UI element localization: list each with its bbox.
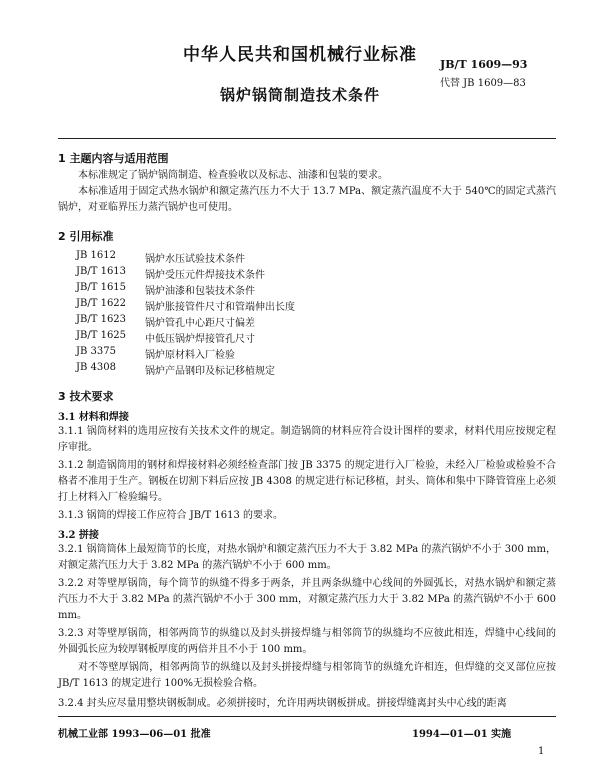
standard-code: JB/T 1609—93 [440,58,528,71]
reference-title: 中低压锅炉焊接管孔尺寸 [145,334,255,345]
header-divider [58,138,556,139]
clause-3-1-1: 3.1.1 锅筒材料的选用应按有关技术文件的规定。制造锅筒的材料应符合设计图样的要求，材料代用应按规定程序审批。 [58,426,556,453]
reference-code: JB/T 1615 [76,282,127,293]
reference-title: 锅炉胀接管件尺寸和管端伸出长度 [145,302,295,313]
reference-code: JB 3375 [76,346,116,357]
reference-title: 锅炉原材料入厂检验 [145,350,235,361]
section-3-heading: 3 技术要求 [58,390,114,403]
section-1-heading: 1 主题内容与适用范围 [58,152,169,165]
subsection-3-1-heading: 3.1 材料和焊接 [58,412,129,423]
page-number: 1 [538,746,545,757]
clause-3-2-3: 3.2.3 对等壁厚锅筒，相邻两筒节的纵缝以及封头拼接焊缝与相邻筒节的纵缝均不应彼此相连，焊缝中心线间的外圆弧长应为较厚钢板厚度的两倍并且不小于 100 mm。 [58,628,556,655]
approval-date: 机械工业部 1993—06—01 批准 [58,729,211,740]
document-title: 锅炉锅筒制造技术条件 [219,86,380,104]
clause-3-1-3: 3.1.3 锅筒的焊接工作应符合 JB/T 1613 的要求。 [58,510,284,521]
section-2-heading: 2 引用标准 [58,230,114,243]
effective-date: 1994—01—01 实施 [412,729,512,740]
clause-3-1-2: 3.1.2 制造锅筒用的钢材和焊接材料必须经检查部门按 JB 3375 的规定进行入厂检验，未经入厂检验或检验不合格者不准用于生产。钢板在切割下料后应按 JB 4308 的规定进行标记移植，封头、筒体和集中下降管管座上必须打上材料入厂检验编号。 [58,460,556,503]
clause-3-2-3-continued: 对不等壁厚锅筒，相邻两筒节的纵缝以及封头拼接焊缝与相邻筒节的纵缝允许相连，但焊缝的交叉部位应按 JB/T 1613 的规定进行 100%无损检验合格。 [58,662,556,689]
subsection-3-2-heading: 3.2 拼接 [58,530,99,541]
clause-3-2-2: 3.2.2 对等壁厚锅筒，每个筒节的纵缝不得多于两条，并且两条纵缝中心线间的外圆弧长，对热水锅炉和额定蒸汽压力不大于 3.82 MPa 的蒸汽锅炉不小于 300 mm，对额定蒸汽压力大于 3.82 MPa 的蒸汽锅炉不小于 600 mm。 [58,578,556,621]
reference-code: JB/T 1625 [76,330,127,341]
reference-title: 锅炉产品钢印及标记移植规定 [145,366,275,377]
clause-3-2-1: 3.2.1 锅筒筒体上最短筒节的长度，对热水锅炉和额定蒸汽压力不大于 3.82 MPa 的蒸汽锅炉不小于 300 mm，对额定蒸汽压力大于 3.82 MPa 的蒸汽锅炉不小于 600 mm。 [58,544,556,571]
reference-title: 锅炉受压元件焊接技术条件 [145,270,265,281]
section-1-para-2: 本标准适用于固定式热水锅炉和额定蒸汽压力不大于 13.7 MPa、额定蒸汽温度不大于 540℃的固定式蒸汽锅炉，对亚临界压力蒸汽锅炉也可使用。 [58,186,556,213]
replaces-code: 代替 JB 1609—83 [440,78,526,89]
reference-code: JB 4308 [76,362,116,373]
standard-title: 中华人民共和国机械行业标准 [183,45,417,65]
reference-title: 锅炉管孔中心距尺寸偏差 [145,318,255,329]
section-1-para-1: 本标准规定了锅炉锅筒制造、检查验收以及标志、油漆和包装的要求。 [78,170,388,181]
reference-code: JB 1612 [76,250,116,261]
reference-title: 锅炉油漆和包装技术条件 [145,286,255,297]
reference-title: 锅炉水压试验技术条件 [145,254,245,265]
footer-divider [58,716,556,717]
reference-code: JB/T 1623 [76,314,127,325]
reference-code: JB/T 1622 [76,298,127,309]
clause-3-2-4: 3.2.4 封头应尽量用整块钢板制成。必须拼接时，允许用两块钢板拼成。拼接焊缝离封头中心线的距离 [58,698,507,709]
reference-code: JB/T 1613 [76,266,127,277]
